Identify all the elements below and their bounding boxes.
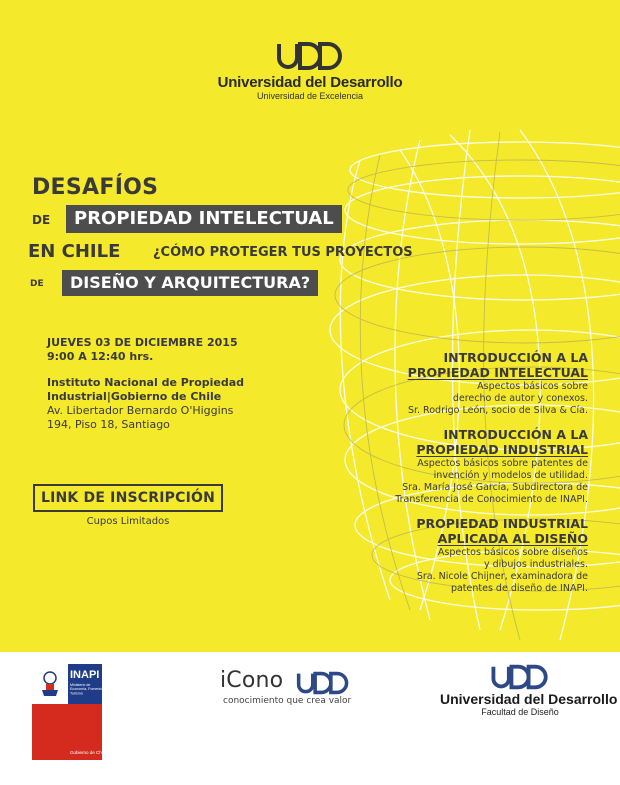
venue-line-1: Instituto Nacional de Propiedad — [47, 376, 245, 389]
address-line-1: Av. Libertador Bernardo O'Higgins — [47, 404, 234, 417]
inapi-ministry: Ministerio de Economía, Fomento y Turismo — [70, 683, 106, 696]
topic-desc-line: Sr. Rodrigo León, socio de Silva & Cía. — [407, 405, 588, 416]
topics-list — [328, 350, 588, 605]
title-line-en-chile: EN CHILE — [28, 241, 121, 262]
udd-footer-logo-icon — [489, 665, 551, 689]
topic-title — [328, 350, 588, 380]
udd-footer-name: Universidad del Desarrollo — [440, 691, 618, 707]
title-de-1: DE — [32, 213, 51, 227]
event-details — [47, 336, 244, 432]
topic-title — [328, 516, 588, 546]
institution-name: Universidad del Desarrollo — [217, 74, 403, 91]
topic-description — [328, 381, 588, 417]
title-line-desafios: DESAFÍOS — [32, 175, 159, 200]
topic-desc-line: Aspectos básicos sobre diseños — [437, 547, 588, 558]
event-date: JUEVES 03 DE DICIEMBRE 2015 — [47, 336, 238, 349]
event-time: 9:00 A 12:40 hrs. — [47, 350, 154, 363]
topic-title-line: PROPIEDAD INTELECTUAL — [407, 365, 588, 380]
udd-footer-logo — [440, 665, 618, 717]
registration-link-button[interactable]: LINK DE INSCRIPCIÓN — [33, 484, 223, 512]
title-de-2: DE — [30, 279, 44, 289]
topic-title-line: INTRODUCCIÓN A LA — [443, 350, 588, 365]
title-question: ¿CÓMO PROTEGER TUS PROYECTOS — [153, 245, 413, 260]
topic-item — [328, 350, 588, 417]
topic-desc-line: invención y modelos de utilidad. — [433, 470, 588, 481]
topic-desc-line: Sra. Nicole Chijner, examinadora de — [416, 571, 588, 582]
topic-desc-line: Transferencia de Conocimiento de INAPI. — [395, 494, 588, 505]
inapi-name: INAPI — [70, 669, 100, 681]
title-highlight-diseno: DISEÑO Y ARQUITECTURA? — [62, 270, 318, 296]
topic-title-line: PROPIEDAD INDUSTRIAL — [416, 516, 588, 531]
topic-title-line: PROPIEDAD INDUSTRIAL — [416, 442, 588, 457]
udd-small-logo-icon — [292, 672, 354, 694]
institution-tagline: Universidad de Excelencia — [256, 91, 364, 101]
topic-desc-line: Sra. María José García, Subdirectora de — [402, 482, 588, 493]
icono-wordmark: iCono — [220, 668, 284, 693]
topic-item — [328, 516, 588, 595]
venue-line-2: Industrial|Gobierno de Chile — [47, 390, 222, 403]
topic-desc-line: Aspectos básicos sobre — [477, 381, 588, 392]
limited-seats-note: Cupos Limitados — [86, 516, 170, 527]
topic-title — [328, 427, 588, 457]
topic-desc-line: y dibujos industriales. — [484, 559, 588, 570]
address-line-2: 194, Piso 18, Santiago — [47, 418, 170, 431]
udd-footer-faculty: Facultad de Diseño — [481, 707, 559, 717]
topic-desc-line: Aspectos básicos sobre patentes de — [417, 458, 588, 469]
topic-description — [328, 458, 588, 506]
topic-description — [328, 547, 588, 595]
inapi-logo — [32, 664, 107, 760]
topic-title-line: APLICADA AL DISEÑO — [437, 531, 588, 546]
topic-title-line: INTRODUCCIÓN A LA — [443, 427, 588, 442]
topic-desc-line: patentes de diseño de INAPI. — [450, 583, 588, 594]
title-highlight-propiedad-intelectual: PROPIEDAD INTELECTUAL — [66, 205, 342, 233]
icono-udd-logo — [220, 668, 400, 718]
udd-header-logo — [0, 42, 620, 101]
topic-item — [328, 427, 588, 506]
udd-logo-icon — [276, 42, 344, 70]
icono-tagline: conocimiento que crea valor — [223, 696, 352, 706]
inapi-gobierno: Gobierno de Chile — [70, 750, 107, 755]
topic-desc-line: derecho de autor y conexos. — [452, 393, 588, 404]
